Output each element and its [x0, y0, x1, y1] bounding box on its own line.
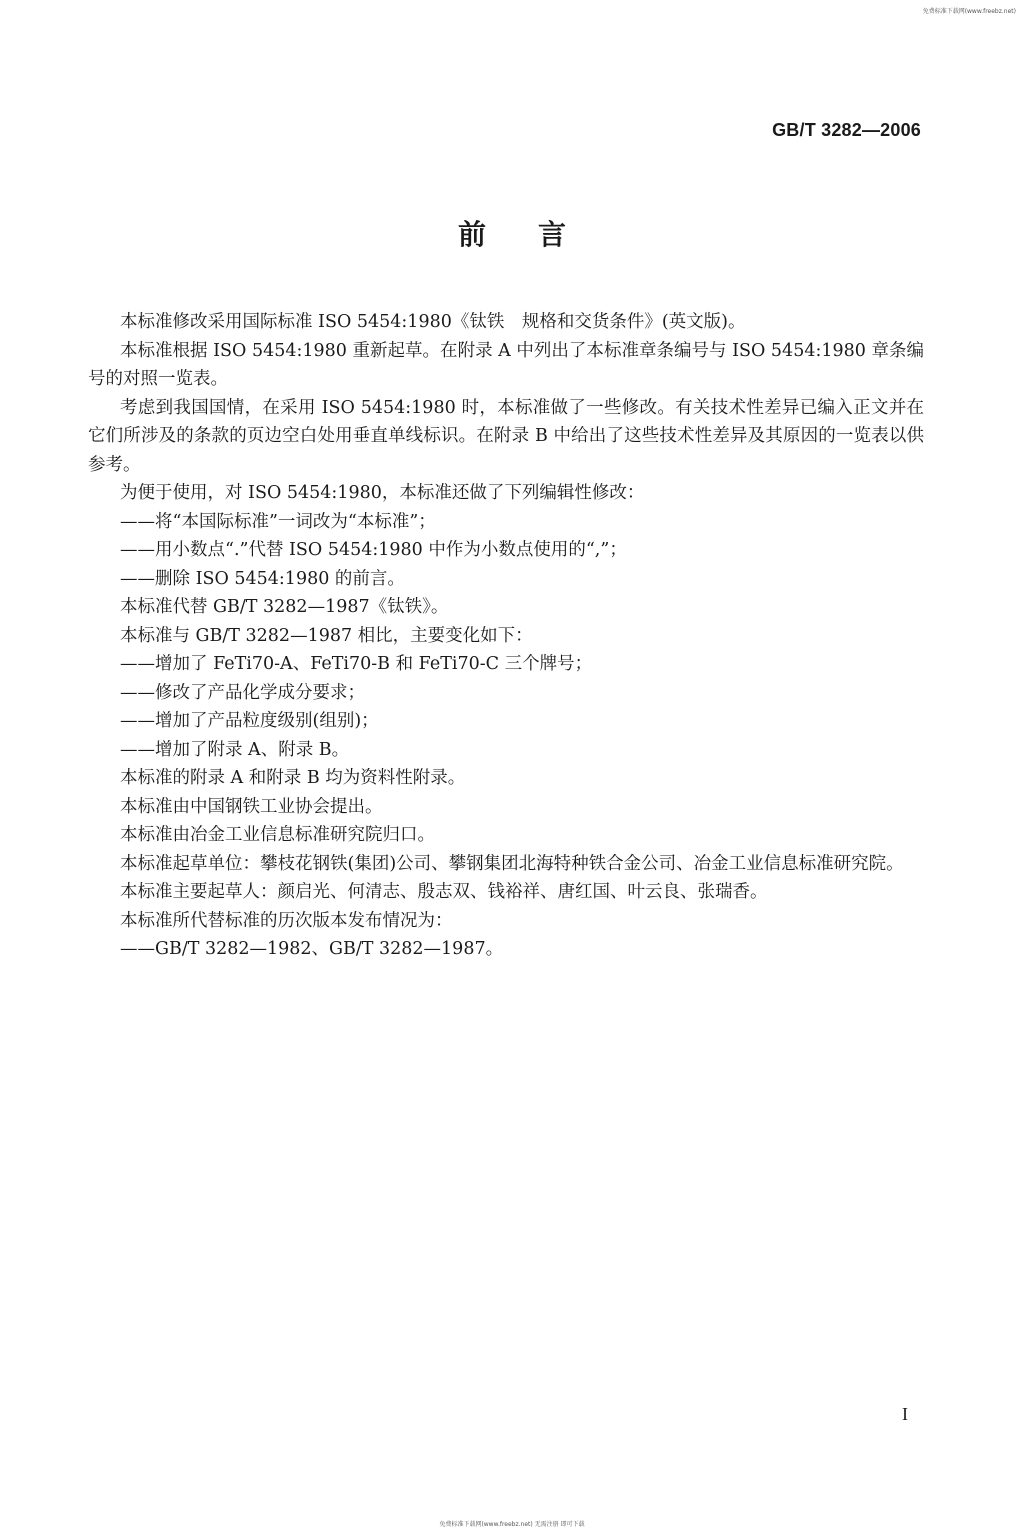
paragraph: 本标准修改采用国际标准 ISO 5454:1980《钛铁 规格和交货条件》(英文版)。 — [120, 312, 746, 332]
list-item: ——用小数点“.”代替 ISO 5454:1980 中作为小数点使用的“,”； — [120, 540, 627, 560]
paragraph: 本标准代替 GB/T 3282—1987《钛铁》。 — [120, 597, 449, 617]
list-item: ——增加了 FeTi70-A、FeTi70-B 和 FeTi70-C 三个牌号； — [120, 654, 593, 674]
paragraph: 本标准的附录 A 和附录 B 均为资料性附录。 — [120, 768, 466, 788]
list-item: ——将“本国际标准”一词改为“本标准”； — [120, 511, 436, 532]
foreword-body — [88, 308, 924, 964]
paragraph: 本标准主要起草人：颜启光、何清志、殷志双、钱裕祥、唐红国、叶云良、张瑞香。 — [120, 882, 768, 902]
standard-number: GB/T 3282—2006 — [772, 120, 921, 140]
page-number: I — [902, 1404, 908, 1424]
list-item: ——修改了产品化学成分要求； — [120, 682, 365, 703]
page-title: 前言 — [457, 218, 618, 251]
list-item: ——增加了附录 A、附录 B。 — [120, 739, 350, 760]
list-item: ——删除 ISO 5454:1980 的前言。 — [120, 568, 405, 589]
list-item: ——增加了产品粒度级别(组别)； — [120, 711, 379, 731]
paragraph: 本标准起草单位：攀枝花钢铁(集团)公司、攀钢集团北海特种铁合金公司、冶金工业信息标准研究院。 — [120, 853, 904, 874]
watermark-bottom: 免费标准下载网(www.freebz.net) 无需注册 即可下载 — [439, 1521, 585, 1528]
paragraph: 本标准由冶金工业信息标准研究院归口。 — [120, 825, 435, 845]
paragraph: 本标准由中国钢铁工业协会提出。 — [120, 796, 383, 817]
list-item: ——GB/T 3282—1982、GB/T 3282—1987。 — [120, 939, 504, 959]
paragraph: 本标准所代替标准的历次版本发布情况为： — [120, 910, 453, 931]
paragraph: 本标准与 GB/T 3282—1987 相比，主要变化如下： — [120, 625, 533, 646]
watermark-top: 免费标准下载网(www.freebz.net) — [922, 8, 1016, 15]
paragraph: 本标准根据 ISO 5454:1980 重新起草。在附录 A 中列出了本标准章条编号与 ISO 5454:1980 章条编号的对照一览表。 — [88, 340, 924, 389]
paragraph: 考虑到我国国情，在采用 ISO 5454:1980 时，本标准做了一些修改。有关技术性差异已编入正文并在它们所涉及的条款的页边空白处用垂直单线标识。在附录 B 中给出了这些技术性差异及其原因的一览表以供参考。 — [88, 397, 924, 475]
paragraph: 为便于使用，对 ISO 5454:1980，本标准还做了下列编辑性修改： — [120, 483, 645, 503]
